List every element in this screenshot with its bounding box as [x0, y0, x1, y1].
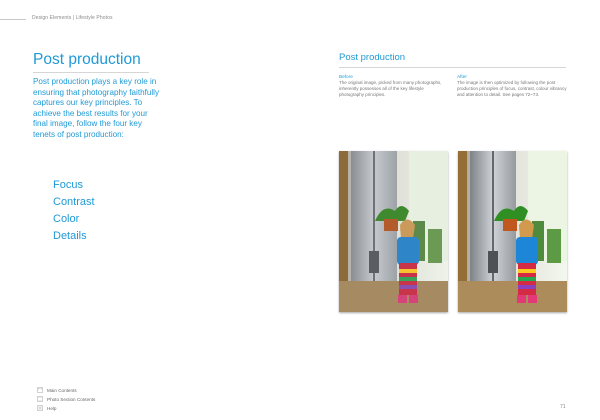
after-body: The image is then optimized by following the post production principles of focus, contrast, colour vibrancy and attention to detail. See pages 72~73. [457, 80, 567, 98]
title-divider [33, 72, 149, 73]
breadcrumb-rule [0, 19, 26, 20]
footer-link-label: Photo Section Contents [47, 396, 96, 402]
section-divider [339, 67, 566, 68]
after-heading: After [457, 74, 467, 79]
footer-link-label: Main Contents [47, 387, 77, 393]
tenet-focus: Focus [53, 179, 83, 191]
intro-paragraph: Post production plays a key role in ensuring that photography faithfully captures our key principles. To achieve the best results for your final image, follow the four key tenets of post production: [33, 77, 159, 139]
after-photo [458, 151, 567, 312]
before-heading: Before [339, 74, 353, 79]
tenet-color: Color [53, 213, 80, 225]
before-body: The original image, picked from many photographs, inherently possesses all of the key lifestyle photography principles. [339, 80, 442, 98]
breadcrumb: Design Elements | Lifestyle Photos [32, 15, 113, 21]
page-title: Post production [33, 51, 141, 68]
page-number: 71 [560, 404, 566, 410]
home-icon [37, 387, 43, 393]
tenet-contrast: Contrast [53, 196, 95, 208]
tenets-list [53, 177, 95, 245]
footer-link-photo-section[interactable] [37, 396, 95, 402]
footer-link-label: Help [47, 405, 57, 411]
footer-link-help[interactable] [37, 405, 56, 411]
before-photo [339, 151, 448, 312]
tenet-details: Details [53, 230, 87, 242]
help-icon [37, 405, 43, 411]
photo-icon [37, 396, 43, 402]
section-title: Post production [339, 52, 406, 63]
footer-link-main-contents[interactable] [37, 387, 77, 393]
